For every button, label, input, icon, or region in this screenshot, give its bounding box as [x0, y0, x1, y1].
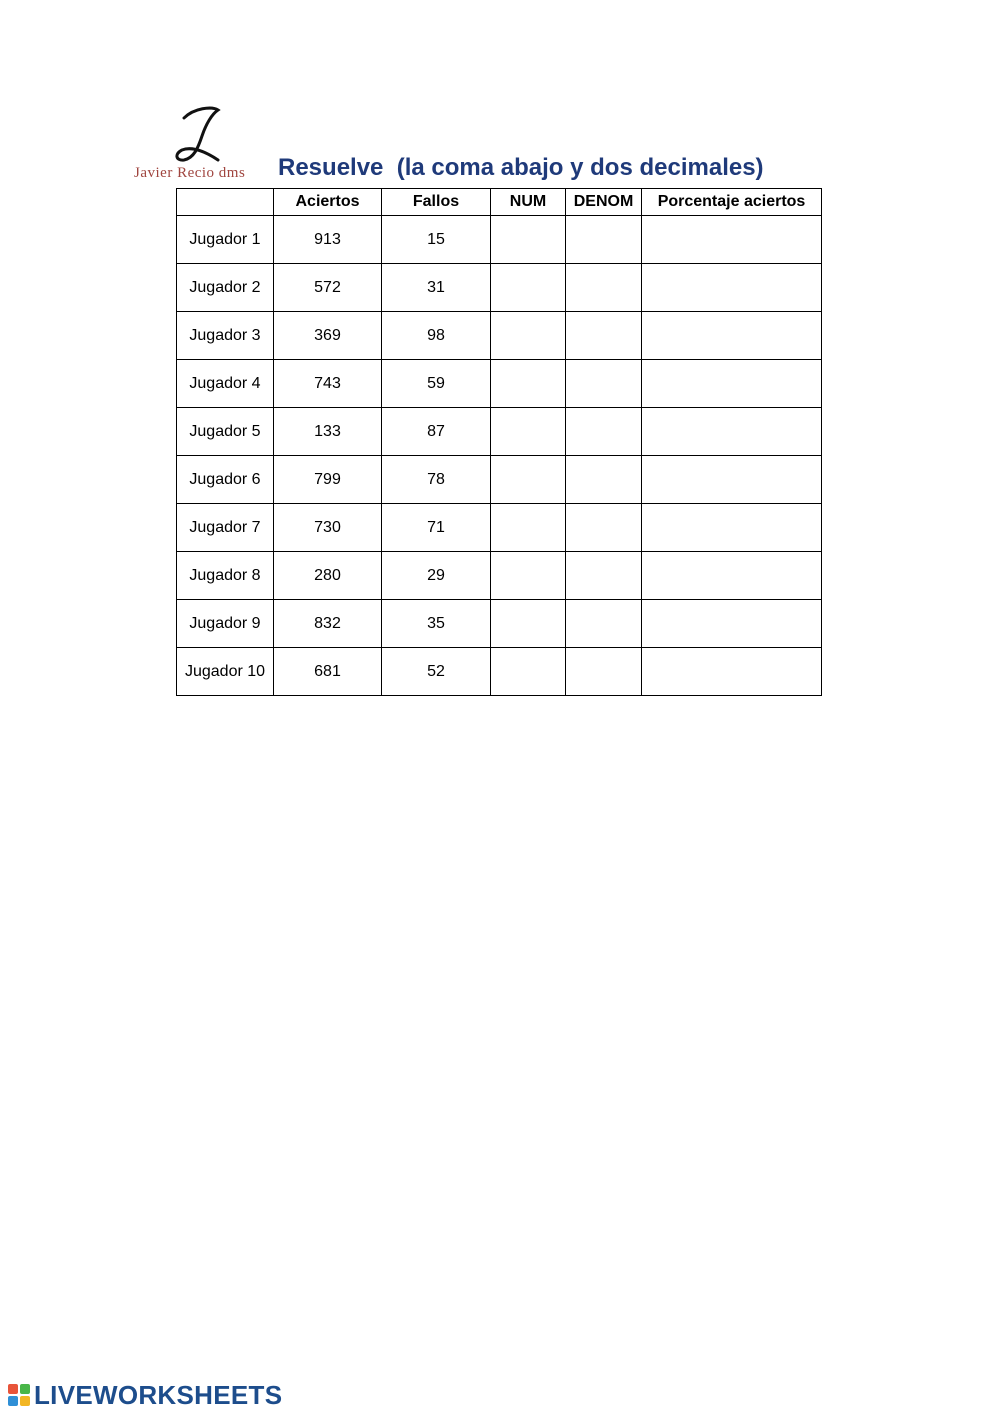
- num-answer-cell[interactable]: [491, 408, 566, 456]
- num-answer-cell[interactable]: [491, 504, 566, 552]
- table-row: [177, 648, 822, 696]
- logo-block: [8, 1384, 18, 1394]
- aciertos-cell: 133: [274, 408, 382, 456]
- table-row: [177, 360, 822, 408]
- header-porcentaje: Porcentaje aciertos: [642, 189, 822, 216]
- porcentaje-answer-cell[interactable]: [642, 648, 822, 696]
- logo-block: [20, 1396, 30, 1406]
- aciertos-cell: 369: [274, 312, 382, 360]
- denom-answer-cell[interactable]: [566, 600, 642, 648]
- author-logo: [130, 104, 270, 184]
- aciertos-cell: 280: [274, 552, 382, 600]
- table-header-row: [177, 189, 822, 216]
- fallos-cell: 31: [382, 264, 491, 312]
- table-row: [177, 216, 822, 264]
- player-name-cell: Jugador 7: [177, 504, 274, 552]
- table-row: [177, 456, 822, 504]
- player-name-cell: Jugador 5: [177, 408, 274, 456]
- table-row: [177, 408, 822, 456]
- logo-block: [20, 1384, 30, 1394]
- aciertos-cell: 832: [274, 600, 382, 648]
- aciertos-cell: 743: [274, 360, 382, 408]
- num-answer-cell[interactable]: [491, 216, 566, 264]
- player-name-cell: Jugador 4: [177, 360, 274, 408]
- denom-answer-cell[interactable]: [566, 456, 642, 504]
- player-name-cell: Jugador 6: [177, 456, 274, 504]
- denom-answer-cell[interactable]: [566, 360, 642, 408]
- fallos-cell: 15: [382, 216, 491, 264]
- porcentaje-answer-cell[interactable]: [642, 312, 822, 360]
- table-row: [177, 552, 822, 600]
- page-title: Resuelve (la coma abajo y dos decimales): [278, 154, 764, 181]
- header-aciertos: Aciertos: [274, 189, 382, 216]
- header-fallos: Fallos: [382, 189, 491, 216]
- num-answer-cell[interactable]: [491, 600, 566, 648]
- player-name-cell: Jugador 3: [177, 312, 274, 360]
- player-name-cell: Jugador 1: [177, 216, 274, 264]
- players-table: [176, 188, 822, 696]
- fallos-cell: 29: [382, 552, 491, 600]
- num-answer-cell[interactable]: [491, 360, 566, 408]
- fallos-cell: 35: [382, 600, 491, 648]
- porcentaje-answer-cell[interactable]: [642, 264, 822, 312]
- denom-answer-cell[interactable]: [566, 504, 642, 552]
- porcentaje-answer-cell[interactable]: [642, 600, 822, 648]
- player-name-cell: Jugador 10: [177, 648, 274, 696]
- fallos-cell: 78: [382, 456, 491, 504]
- table-row: [177, 312, 822, 360]
- player-name-cell: Jugador 2: [177, 264, 274, 312]
- denom-answer-cell[interactable]: [566, 216, 642, 264]
- num-answer-cell[interactable]: [491, 456, 566, 504]
- liveworksheets-brand[interactable]: [8, 1380, 282, 1410]
- fallos-cell: 52: [382, 648, 491, 696]
- num-answer-cell[interactable]: [491, 312, 566, 360]
- porcentaje-answer-cell[interactable]: [642, 456, 822, 504]
- liveworksheets-logo-icon: [8, 1384, 30, 1406]
- table-row: [177, 600, 822, 648]
- fallos-cell: 59: [382, 360, 491, 408]
- aciertos-cell: 730: [274, 504, 382, 552]
- denom-answer-cell[interactable]: [566, 552, 642, 600]
- aciertos-cell: 681: [274, 648, 382, 696]
- player-name-cell: Jugador 9: [177, 600, 274, 648]
- fallos-cell: 71: [382, 504, 491, 552]
- aciertos-cell: 799: [274, 456, 382, 504]
- j-monogram-icon: [172, 104, 232, 166]
- denom-answer-cell[interactable]: [566, 312, 642, 360]
- aciertos-cell: 913: [274, 216, 382, 264]
- header-num: NUM: [491, 189, 566, 216]
- table-row: [177, 504, 822, 552]
- num-answer-cell[interactable]: [491, 264, 566, 312]
- table-row: [177, 264, 822, 312]
- fallos-cell: 87: [382, 408, 491, 456]
- logo-text: Javier Recio dms: [134, 165, 246, 181]
- denom-answer-cell[interactable]: [566, 408, 642, 456]
- logo-block: [8, 1396, 18, 1406]
- denom-answer-cell[interactable]: [566, 648, 642, 696]
- porcentaje-answer-cell[interactable]: [642, 552, 822, 600]
- porcentaje-answer-cell[interactable]: [642, 408, 822, 456]
- num-answer-cell[interactable]: [491, 648, 566, 696]
- num-answer-cell[interactable]: [491, 552, 566, 600]
- porcentaje-answer-cell[interactable]: [642, 360, 822, 408]
- porcentaje-answer-cell[interactable]: [642, 504, 822, 552]
- porcentaje-answer-cell[interactable]: [642, 216, 822, 264]
- header-denom: DENOM: [566, 189, 642, 216]
- header-player: [177, 189, 274, 216]
- player-name-cell: Jugador 8: [177, 552, 274, 600]
- aciertos-cell: 572: [274, 264, 382, 312]
- denom-answer-cell[interactable]: [566, 264, 642, 312]
- brand-text: LIVEWORKSHEETS: [34, 1379, 283, 1410]
- fallos-cell: 98: [382, 312, 491, 360]
